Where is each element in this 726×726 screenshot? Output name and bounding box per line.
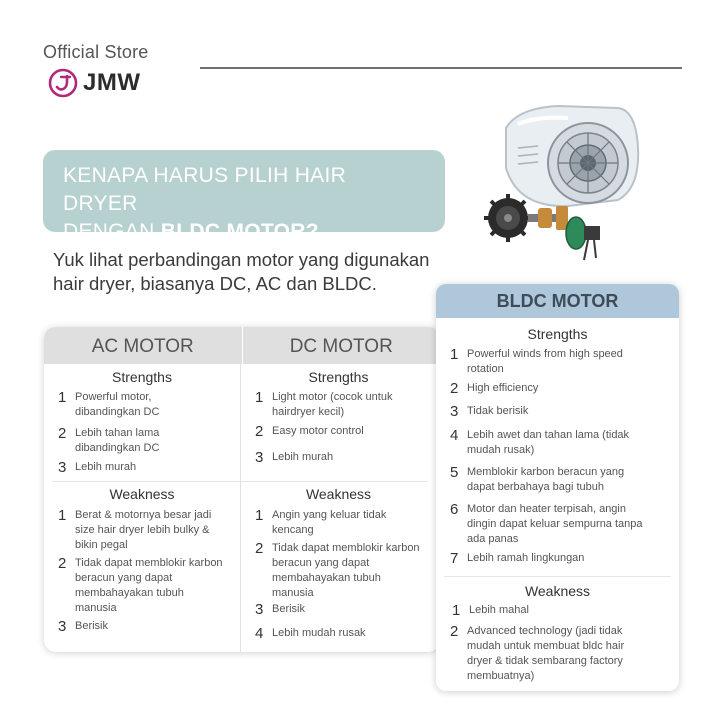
item-text: Berisik [75,620,109,632]
item-text: Advanced technology (jadi tidak mudah untuk membuat bldc hair dryer & tidak sembarang factory membuatnya) [467,625,625,682]
section-divider [52,481,240,482]
list-item [255,541,424,601]
list-item [450,502,655,547]
list-item [450,624,652,684]
item-number: 3 [58,618,67,635]
item-text: Powerful motor, dibandingkan DC [75,391,160,418]
ac-dc-comparison-card [44,327,440,652]
list-item [255,508,402,538]
bldc-motor-title: BLDC MOTOR [436,284,679,318]
headline-line-2-prefix: DENGAN [63,220,161,243]
list-item [255,450,422,465]
headline-box [43,150,445,243]
item-number: 1 [58,507,67,524]
list-item [58,390,185,420]
item-number: 7 [450,550,459,567]
item-number: 4 [450,427,459,444]
intro-line-1: Yuk lihat perbandingan motor yang digunakan [53,249,430,270]
dc-motor-title: DC MOTOR [289,336,393,357]
item-text: Lebih mudah rusak [272,627,366,639]
item-number: 5 [450,464,459,481]
list-item [450,347,647,377]
list-item [450,381,662,396]
item-number: 1 [452,602,461,619]
intro-line-2: hair dryer, biasanya DC, AC dan BLDC. [53,273,377,294]
list-item [450,465,652,495]
hair-dryer-motor-image [478,88,648,278]
item-number: 6 [450,501,459,518]
item-text: Lebih awet dan tahan lama (tidak mudah rusak) [467,429,630,456]
bldc-motor-card [436,284,679,691]
item-text: Lebih tahan lama dibandingkan DC [75,427,160,454]
list-item [255,626,422,641]
list-item [255,424,422,439]
dc-strengths-title: Strengths [308,369,369,385]
headline-line-1: KENAPA HARUS PILIH HAIR DRYER [63,164,347,215]
item-text: Memblokir karbon beracun yang dapat berbahaya bagi tubuh [467,466,625,493]
intro-text [53,248,443,296]
list-item [58,619,225,634]
item-number: 1 [255,389,264,406]
list-item [58,556,225,616]
item-text: Powerful winds from high speed rotation [467,348,623,375]
brand-name: JMW [83,69,141,96]
item-text: Angin yang keluar tidak kencang [272,509,387,536]
list-item [58,460,225,475]
dc-motor-column [240,364,436,652]
item-number: 1 [450,346,459,363]
ac-dc-header-row [44,327,440,364]
item-number: 1 [58,389,67,406]
ac-motor-column [44,364,240,652]
list-item [452,603,664,618]
headline-bldc-emphasis: BLDC MOTOR? [160,220,319,243]
header-divider [200,67,682,69]
list-item [255,602,422,617]
item-text: Berat & motornya besar jadi size hair dryer lebih bulky & bikin pegal [75,509,212,551]
item-text: Motor dan heater terpisah, angin dingin dapat keluar sempurna tanpa ada panas [467,503,643,545]
item-number: 2 [255,540,264,557]
item-number: 2 [58,425,67,442]
ac-strengths-title: Strengths [112,369,172,385]
item-text: Berisik [272,603,306,615]
item-number: 3 [255,601,264,618]
official-store-label: Official Store [43,42,149,62]
bldc-weakness-title: Weakness [524,583,591,599]
item-number: 1 [255,507,264,524]
item-number: 3 [450,403,459,420]
item-number: 2 [450,380,459,397]
list-item [255,390,422,420]
item-text: Easy motor control [272,425,364,437]
item-text: Tidak dapat memblokir karbon beracun yang dapat membahayakan tubuh manusia [75,557,223,614]
item-number: 3 [255,449,264,466]
item-text: Lebih ramah lingkungan [467,552,585,564]
item-text: Tidak berisik [467,405,529,417]
list-item [58,426,185,456]
headline-line-2 [63,218,425,246]
item-number: 4 [255,625,264,642]
item-text: Light motor (cocok untuk hairdryer kecil) [272,391,393,418]
item-text: Lebih murah [75,461,137,473]
item-number: 3 [58,459,67,476]
list-item [450,551,662,566]
list-item [58,508,225,553]
item-text: Tidak dapat memblokir karbon beracun yang dapat membahayakan tubuh manusia [272,542,420,599]
jmw-logo-icon [48,68,78,98]
dc-weakness-title: Weakness [305,486,372,502]
item-number: 2 [58,555,67,572]
list-item [450,428,662,458]
item-text: High efficiency [467,382,539,394]
bldc-strengths-title: Strengths [527,326,588,342]
item-number: 2 [255,423,264,440]
jmw-logo [48,68,141,98]
ac-motor-title: AC MOTOR [91,336,194,357]
ac-weakness-title: Weakness [109,486,175,502]
list-item [450,404,662,419]
item-text: Lebih murah [272,451,334,463]
item-number: 2 [450,623,459,640]
item-text: Lebih mahal [469,604,529,616]
section-divider [241,481,428,482]
section-divider [444,576,671,577]
